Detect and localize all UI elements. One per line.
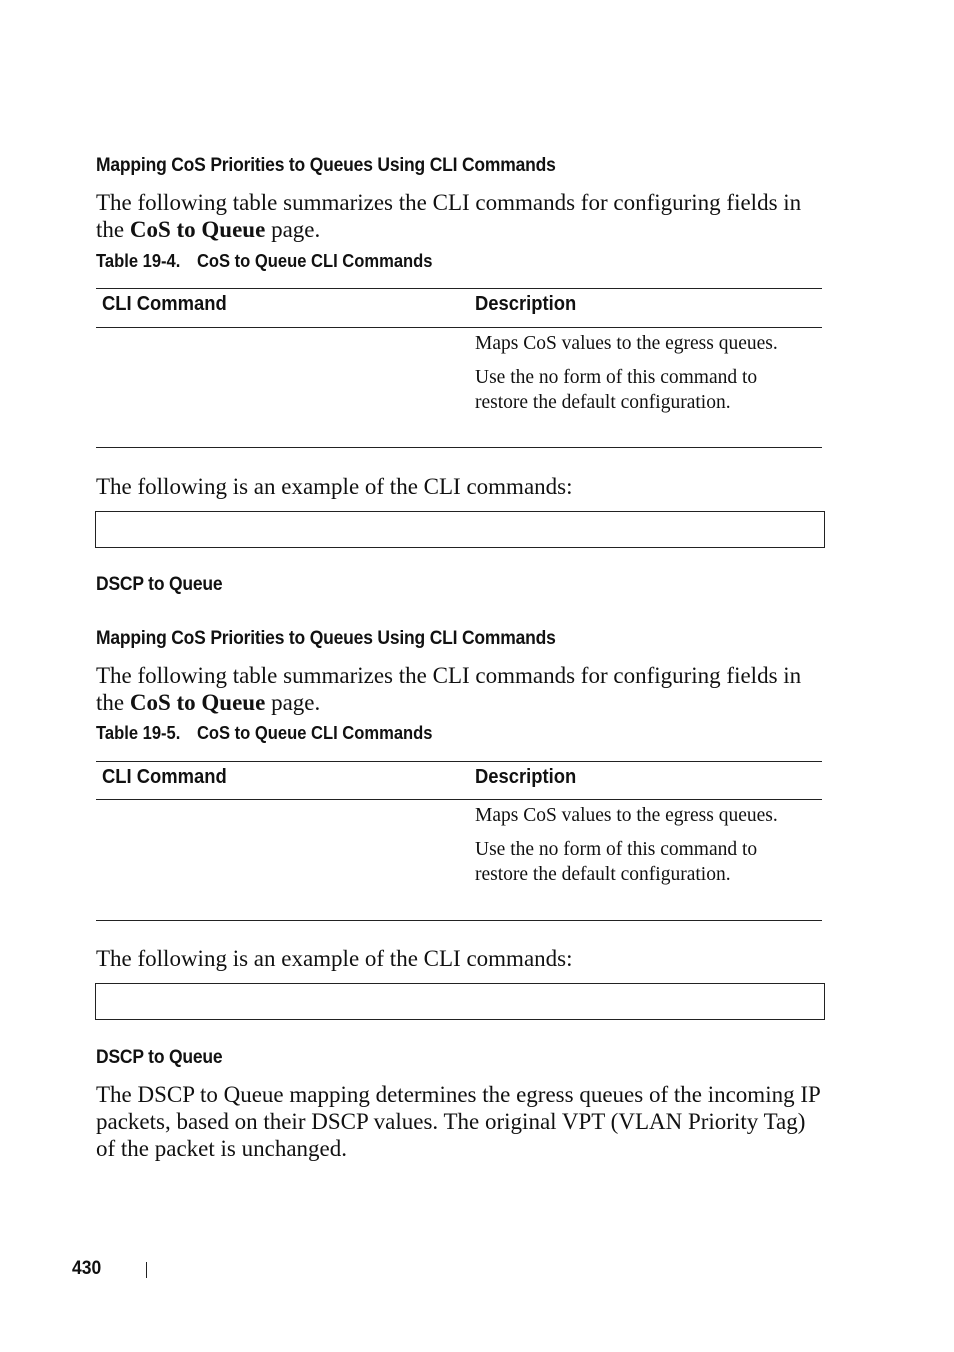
table-top-rule bbox=[96, 288, 822, 289]
example-intro: The following is an example of the CLI commands: bbox=[96, 474, 573, 499]
code-example-box bbox=[95, 983, 825, 1020]
intro-page-name: CoS to Queue bbox=[129, 690, 266, 715]
table-caption bbox=[96, 723, 432, 744]
subheading: DSCP to Queue bbox=[96, 1047, 223, 1068]
table-caption-number: Table 19-5. bbox=[96, 723, 181, 743]
code-example-box bbox=[95, 511, 825, 548]
table-top-rule bbox=[96, 761, 822, 762]
table-caption-title: CoS to Queue CLI Commands bbox=[196, 723, 433, 743]
table-header-description: Description bbox=[475, 766, 577, 788]
table-header-description: Description bbox=[475, 293, 577, 315]
intro-text: The following table summarizes the CLI commands for configuring fields in the bbox=[96, 190, 802, 242]
table-header-cli-command: CLI Command bbox=[102, 293, 227, 315]
dscp-paragraph: The DSCP to Queue mapping determines the egress queues of the incoming IP packets, based on their DSCP values. The original VPT (VLAN Priority Tag) of the packet is unchanged. bbox=[96, 1082, 820, 1161]
intro-paragraph bbox=[96, 189, 826, 243]
table-cell-description: Maps CoS values to the egress queues. bbox=[475, 805, 778, 826]
example-intro: The following is an example of the CLI commands: bbox=[96, 946, 573, 971]
intro-text-end: page. bbox=[265, 690, 321, 715]
section-heading: Mapping CoS Priorities to Queues Using CLI Commands bbox=[96, 628, 556, 649]
intro-text: The following table summarizes the CLI commands for configuring fields in the bbox=[96, 663, 802, 715]
table-bottom-rule bbox=[96, 920, 822, 921]
table-caption bbox=[96, 251, 432, 272]
table-cell-description-note: Use the no form of this command to restore the default configuration. bbox=[475, 839, 758, 885]
footer-divider bbox=[146, 1262, 147, 1278]
table-cell-description: Maps CoS values to the egress queues. bbox=[475, 333, 778, 354]
table-header-rule bbox=[96, 327, 822, 328]
intro-text-end: page. bbox=[265, 217, 321, 242]
table-bottom-rule bbox=[96, 447, 822, 448]
table-caption-title: CoS to Queue CLI Commands bbox=[196, 251, 433, 271]
intro-page-name: CoS to Queue bbox=[129, 217, 266, 242]
section-heading: Mapping CoS Priorities to Queues Using CLI Commands bbox=[96, 155, 556, 176]
table-cell-description-note: Use the no form of this command to restore the default configuration. bbox=[475, 367, 758, 413]
subheading: DSCP to Queue bbox=[96, 574, 223, 595]
table-header-cli-command: CLI Command bbox=[102, 766, 227, 788]
table-caption-number: Table 19-4. bbox=[96, 251, 181, 271]
page-number: 430 bbox=[72, 1258, 102, 1279]
table-header-rule bbox=[96, 799, 822, 800]
intro-paragraph bbox=[96, 662, 826, 716]
